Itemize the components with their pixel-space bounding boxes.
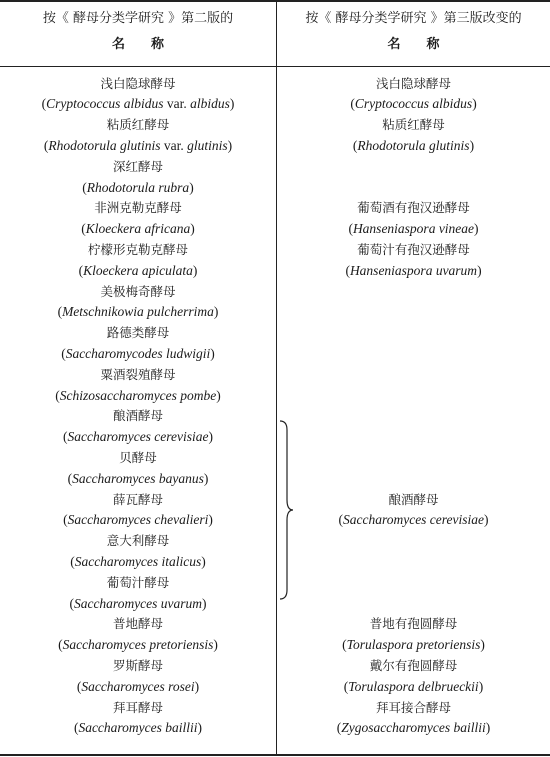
open-paren: ( [336,720,342,736]
open-paren: ( [348,221,353,237]
close-paren: ) [485,720,491,736]
open-paren: ( [345,262,350,278]
second-edition-latin-name [0,552,276,573]
second-edition-latin-name [0,510,276,531]
close-paren: ) [192,262,198,278]
variety-epithet: albidus [190,96,230,112]
second-edition-latin-name [0,469,276,490]
scientific-name: Saccharomyces uvarum [73,595,203,611]
second-edition-chinese-name: 非洲克勒克酵母 [94,200,182,216]
second-edition-latin-name [0,594,276,615]
open-paren: ( [350,96,355,112]
scientific-name: Hanseniaspora vineae [352,221,475,237]
second-edition-chinese-name: 路德类酵母 [106,325,170,341]
open-paren: ( [343,678,349,694]
open-paren: ( [70,553,75,569]
open-paren: ( [342,637,347,653]
open-paren: ( [338,512,343,528]
close-paren: ) [477,262,482,278]
close-paren: ) [190,221,195,237]
open-paren: ( [69,595,74,611]
open-paren: ( [57,304,63,320]
header-left-line2: 名 称 [111,37,164,52]
third-edition-chinese-name: 葡萄汁有孢汉逊酵母 [357,241,470,257]
third-edition-chinese-name: 普地有孢圆酵母 [369,616,458,632]
second-edition-latin-name [0,94,276,115]
close-paren: ) [216,387,221,403]
scientific-name: Saccharomyces baillii [78,720,198,736]
third-edition-latin-name [277,94,550,115]
second-edition-chinese-name: 粘质红酵母 [106,117,170,133]
third-edition-chinese-name: 戴尔有孢圆酵母 [369,657,458,673]
close-paren: ) [478,678,484,694]
third-edition-chinese-name: 浅白隐球酵母 [375,75,451,91]
open-paren: ( [55,387,60,403]
scientific-name: Zygosaccharomyces baillii [341,720,486,736]
variety-marker: var. [160,137,188,153]
open-paren: ( [58,637,63,653]
scientific-name: Saccharomycodes ludwigii [65,345,211,361]
close-paren: ) [210,345,215,361]
scientific-name: Saccharomyces pretoriensis [62,637,214,653]
close-paren: ) [197,720,203,736]
open-paren: ( [78,262,84,278]
scientific-name: Rhodotorula glutinis [357,137,470,153]
open-paren: ( [352,137,358,153]
scientific-name: Saccharomyces cerevisiae [67,429,209,445]
close-paren: ) [229,96,235,112]
second-edition-chinese-name: 酿酒酵母 [112,408,163,424]
close-paren: ) [474,221,479,237]
third-edition-latin-name [277,677,550,698]
close-paren: ) [201,553,206,569]
scientific-name: Rhodotorula glutinis [48,137,161,153]
second-edition-latin-name [0,178,276,199]
scientific-name: Cryptococcus albidus [354,96,473,112]
third-edition-latin-name [277,219,550,240]
header-right-line1: 按《 酵母分类学研究 》第三版改变的 [305,11,522,26]
third-edition-latin-name [277,261,550,282]
scientific-name: Kloeckera apiculata [83,262,193,278]
close-paren: ) [208,429,214,445]
scientific-name: Kloeckera africana [85,221,191,237]
scientific-name: Cryptococcus albidus [46,96,164,112]
scientific-name: Saccharomyces bayanus [72,470,204,486]
open-paren: ( [76,678,82,694]
second-edition-chinese-name: 罗斯酵母 [112,657,163,673]
close-paren: ) [208,512,213,528]
open-paren: ( [67,470,73,486]
third-edition-chinese-name: 粘质红酵母 [382,117,445,133]
second-edition-chinese-name: 粟酒裂殖酵母 [100,366,176,382]
close-paren: ) [213,637,218,653]
open-paren: ( [73,720,79,736]
scientific-name: Schizosaccharomyces pombe [59,387,217,403]
third-edition-latin-name [277,136,550,157]
scientific-name: Metschnikowia pulcherrima [62,304,214,320]
open-paren: ( [41,96,47,112]
second-edition-latin-name [0,344,276,365]
close-paren: ) [227,137,233,153]
open-paren: ( [43,137,49,153]
grouping-brace [279,420,295,600]
variety-marker: var. [163,96,191,112]
open-paren: ( [61,345,66,361]
second-edition-latin-name [0,302,276,323]
header-left-line1: 按《 酵母分类学研究 》第二版的 [42,11,234,26]
close-paren: ) [484,512,489,528]
header-bottom-rule [0,66,550,67]
scientific-name: Saccharomyces chevalieri [67,512,209,528]
bottom-rule [0,754,550,756]
variety-epithet: glutinis [187,137,228,153]
second-edition-chinese-name: 意大利酵母 [106,533,170,549]
header-right-line2: 名 称 [387,37,440,52]
close-paren: ) [189,179,194,195]
second-edition-chinese-name: 葡萄汁酵母 [106,574,170,590]
second-edition-latin-name [0,635,276,656]
second-edition-latin-name [0,427,276,448]
scientific-name: Torulaspora delbrueckii [348,678,479,694]
open-paren: ( [63,512,68,528]
second-edition-chinese-name: 深红酵母 [112,158,163,174]
open-paren: ( [81,221,86,237]
open-paren: ( [62,429,68,445]
second-edition-latin-name [0,261,276,282]
open-paren: ( [82,179,87,195]
scientific-name: Torulaspora pretoriensis [346,637,481,653]
third-edition-chinese-name: 拜耳接合酵母 [375,699,451,715]
scientific-name: Rhodotorula rubra [86,179,190,195]
second-edition-latin-name [0,718,276,739]
second-edition-latin-name [0,677,276,698]
second-edition-chinese-name: 美极梅奇酵母 [100,283,176,299]
second-edition-chinese-name: 贝酵母 [119,449,157,465]
top-rule [0,0,550,2]
close-paren: ) [194,678,200,694]
second-edition-chinese-name: 薛瓦酵母 [112,491,163,507]
third-edition-latin-name [277,635,550,656]
close-paren: ) [469,137,475,153]
second-edition-latin-name [0,136,276,157]
scientific-name: Saccharomyces rosei [81,678,195,694]
third-edition-chinese-name: 酿酒酵母 [388,491,439,507]
close-paren: ) [472,96,477,112]
scientific-name: Saccharomyces italicus [74,553,202,569]
scientific-name: Hanseniaspora uvarum [349,262,478,278]
second-edition-chinese-name: 浅白隐球酵母 [100,75,176,91]
third-edition-latin-name [277,718,550,739]
second-edition-chinese-name: 柠檬形克勒克酵母 [87,241,188,257]
close-paren: ) [202,595,207,611]
second-edition-latin-name [0,219,276,240]
second-edition-chinese-name: 拜耳酵母 [112,699,163,715]
close-paren: ) [480,637,485,653]
third-edition-chinese-name: 葡萄酒有孢汉逊酵母 [357,200,470,216]
second-edition-chinese-name: 普地酵母 [112,616,163,632]
scientific-name: Saccharomyces cerevisiae [342,512,485,528]
third-edition-latin-name [277,510,550,531]
close-paren: ) [203,470,209,486]
close-paren: ) [213,304,219,320]
second-edition-latin-name [0,386,276,407]
